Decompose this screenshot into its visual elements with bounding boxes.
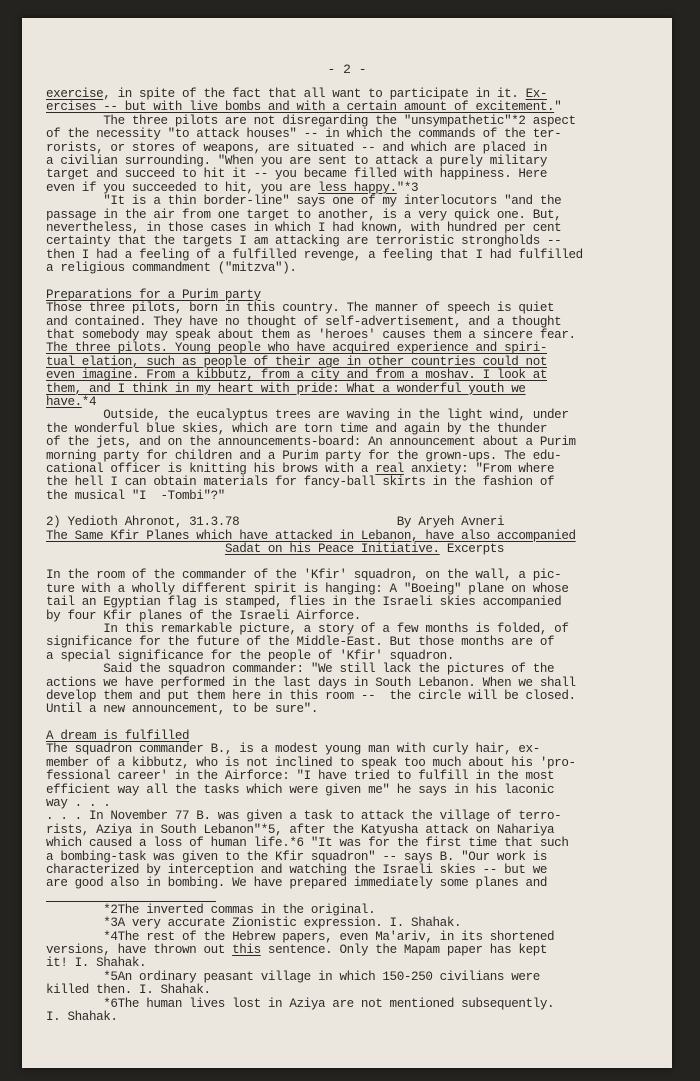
text-line: tail an Egyptian flag is stamped, flies in the Israeli skies accompanied [46, 595, 562, 610]
text-line: are good also in bombing. We have prepared immediately some planes and [46, 876, 548, 891]
section-pilots-attack [46, 88, 656, 276]
text-line: a religious commandment ("mitzva"). [46, 261, 297, 276]
text-line: The squadron commander B., is a modest young man with curly hair, ex- [46, 742, 540, 757]
text-line: way . . . [46, 795, 111, 810]
text-line: and contained. They have no thought of self-advertisement, and a thought [46, 314, 562, 329]
text-line: fessional career' in the Airforce: "I have tried to fulfill in the most [46, 769, 555, 784]
text-line: the hell I can obtain materials for fancy-ball skirts in the fashion of [46, 475, 555, 490]
article-source-line [46, 516, 656, 529]
text-line: a bombing-task was given to the Kfir squadron" -- says B. "Our work is [46, 849, 548, 864]
text-line: target and succeed to hit it -- you became filled with happiness. Here [46, 167, 548, 182]
text-line: that somebody may speak about them as 'heroes' causes them a sincere fear. [46, 327, 576, 342]
text-line: significance for the future of the Middle-East. But those months are of [46, 635, 555, 650]
text-line: Until a new announcement, to be sure". [46, 702, 318, 717]
text-line: *4The rest of the Hebrew papers, even Ma'ariv, in its shortened [46, 929, 555, 944]
text-line: The three pilots. Young people who have acquired experience and spiri- [46, 341, 548, 356]
text-line: even if you succeeded to hit, you are less happy."*3 [46, 180, 419, 195]
text-line: In the room of the commander of the 'Kfir' squadron, on the wall, a pic- [46, 568, 562, 583]
text-line: it! I. Shahak. [46, 956, 147, 971]
text-line: have.*4 [46, 394, 97, 409]
document-body [46, 88, 656, 1024]
text-line: the musical "I -Tombi"?" [46, 488, 225, 503]
article-title-line1: The Same Kfir Planes which have attacked in Lebanon, have also accompanied [46, 528, 576, 543]
text-line: cational officer is knitting his brows with a real anxiety: "From where [46, 461, 555, 476]
article-author: By Aryeh Avneri [396, 515, 505, 530]
text-line: certainty that the targets I am attacking are terroristic strongholds -- [46, 234, 562, 249]
text-line: Those three pilots, born in this country. The manner of speech is quiet [46, 301, 555, 316]
text-line: In this remarkable picture, a story of a few months is folded, of [46, 622, 569, 637]
text-line: I. Shahak. [46, 1010, 118, 1024]
text-line: of the jets, and on the announcements-board: An announcement about a Purim [46, 435, 576, 450]
heading-preparations-purim: Preparations for a Purim party [46, 287, 261, 302]
text-line: even imagine. From a kibbutz, from a city and from a moshav. I look at [46, 368, 548, 383]
footnote-divider [46, 901, 216, 902]
text-line: "It is a thin border-line" says one of my interlocutors "and the [46, 194, 562, 209]
text-line: then I had a feeling of a fulfilled revenge, a feeling that I had fulfilled [46, 247, 583, 262]
text-line: of the necessity "to attack houses" -- in which the commands of the ter- [46, 127, 562, 142]
page-number: - 2 - [327, 62, 367, 77]
text-line: efficient way all the tasks which were given me" he says in his laconic [46, 782, 555, 797]
section-dream-fulfilled [46, 743, 656, 890]
text-line: ercises -- but with live bombs and with a certain amount of excitement." [46, 100, 562, 115]
text-line: by four Kfir planes of the Israeli Airforce. [46, 608, 361, 623]
text-line: passage in the air from one target to another, is a very quick one. But, [46, 207, 562, 222]
document-page [22, 18, 672, 1068]
text-line: actions we have performed in the last days in South Lebanon. When we shall [46, 675, 576, 690]
footnotes [46, 904, 656, 1025]
text-line: ture with a wholly different spirit is hanging: A "Boeing" plane on whose [46, 581, 569, 596]
text-line: rorists, or stores of weapons, are situated -- and which are placed in [46, 140, 548, 155]
text-line: which caused a loss of human life.*6 "It was for the first time that such [46, 836, 569, 851]
text-line: morning party for children and a Purim party for the grown-ups. The edu- [46, 448, 562, 463]
text-line: Said the squadron commander: "We still lack the pictures of the [46, 662, 555, 677]
heading-dream-fulfilled: A dream is fulfilled [46, 728, 190, 743]
text-line: the wonderful blue skies, which are torn time and again by the thunder [46, 421, 548, 436]
text-line: member of a kibbutz, who is not inclined to speak too much about his 'pro- [46, 755, 576, 770]
text-line: killed then. I. Shahak. [46, 983, 211, 998]
text-line: The three pilots are not disregarding the "unsympathetic"*2 aspect [46, 113, 576, 128]
text-line: . . . In November 77 B. was given a task to attack the village of terro- [46, 809, 562, 824]
text-line: *3A very accurate Zionistic expression. I. Shahak. [46, 916, 462, 931]
text-line: *2The inverted commas in the original. [46, 902, 376, 917]
text-line: nevertheless, in those cases in which I had known, with hundred per cent [46, 221, 562, 236]
text-line: tual elation, such as people of their age in other countries could not [46, 354, 548, 369]
article-source: 2) Yedioth Ahronot, 31.3.78 [46, 515, 240, 530]
text-line: a special significance for the people of 'Kfir' squadron. [46, 648, 454, 663]
text-line: a civilian surrounding. "When you are sent to attack a purely military [46, 154, 548, 169]
text-line: develop them and put them here in this room -- the circle will be closed. [46, 689, 576, 704]
text-line: Outside, the eucalyptus trees are waving in the light wind, under [46, 408, 569, 423]
text-line: versions, have thrown out this sentence. Only the Mapam paper has kept [46, 942, 548, 957]
text-line: exercise, in spite of the fact that all want to participate in it. Ex- [46, 87, 548, 101]
text-line: them, and I think in my heart with pride: What a wonderful youth we [46, 381, 526, 396]
text-line: *6The human lives lost in Aziya are not mentioned subsequently. [46, 996, 555, 1011]
text-line: rists, Aziya in South Lebanon"*5, after the Katyusha attack on Nahariya [46, 822, 555, 837]
text-line: characterized by interception and watching the Israeli skies -- but we [46, 862, 548, 877]
article-title-line2: Sadat on his Peace Initiative. Excerpts [224, 542, 505, 556]
text-line: *5An ordinary peasant village in which 150-250 civilians were [46, 969, 540, 984]
section-purim-party [46, 302, 656, 503]
section-kfir-squadron [46, 569, 656, 716]
